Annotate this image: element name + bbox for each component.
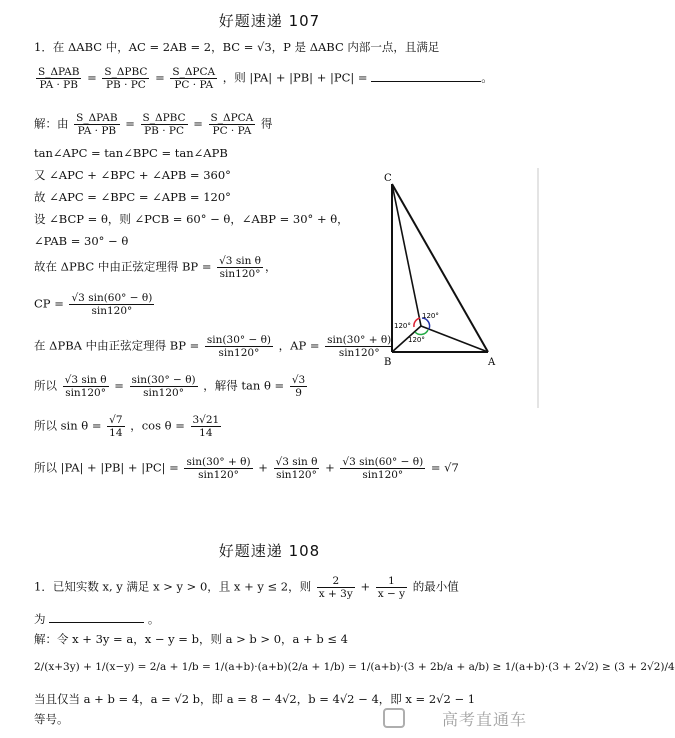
label-C: C	[384, 173, 392, 184]
label-A: A	[488, 357, 496, 368]
angle-label-2: 120°	[422, 312, 439, 320]
solution-step-8: 在 ΔPBA 中由正弦定理得 BP = $\frac{\sin(30^\circ - \theta)}{\sin 120^\circ}$ ，AP = $\frac{\sin(30^\circ + \theta)}{\sin 120^\circ}$	[34, 334, 392, 359]
problem-108-statement-line1: 1．已知实数 x, y 满足 x > y > 0，且 x + y ≤ 2，则 $\frac{2}{x + 3y}$ + $\frac{1}{x - y}$ 的最小值	[34, 575, 459, 600]
solution-step-5: ∠PAB = 30° − θ	[34, 234, 129, 248]
problem-108-solution-3: 当且仅当 a + b = 4，a = √2 b，即 a = 8 − 4√2，b = 4√2 − 4，即 x = 2√2 − 1	[34, 692, 476, 706]
answer-blank	[371, 69, 481, 82]
problem-107-condition: $\frac{\text{S\_ΔPAB}}{PA \cdot PB}$ = $\frac{\text{S\_ΔPBC}}{PB \cdot PC}$ = $\frac{\text{S\_ΔPCA}}{PC \cdot PA}$ ，则 |PA| + |PB| + |PC| = 。	[38, 66, 493, 91]
solution-step-3: 故 ∠APC = ∠BPC = ∠APB = 120°	[34, 190, 231, 204]
watermark-icon	[383, 708, 405, 728]
watermark-text: 高考直通车	[441, 710, 527, 729]
angle-label-1: 120°	[394, 322, 411, 330]
solution-step-7: CP = $\frac{√3 \sin(60^\circ - \theta)}{\sin 120^\circ}$	[34, 292, 153, 317]
problem-108-solution-1: 解：令 x + 3y = a，x − y = b，则 a > b > 0，a + b ≤ 4	[34, 632, 348, 646]
condition-fraction-2: $\frac{\text{S\_ΔPBC}}{PB \cdot PC}$	[104, 66, 148, 91]
problem-108-solution-4: 等号。	[34, 712, 69, 726]
problem-108-title: 好题速递 108	[218, 542, 321, 560]
solution-step-1: tan∠APC = tan∠BPC = tan∠APB	[34, 146, 228, 160]
segment-CP	[392, 184, 421, 326]
condition-fraction-3: $\frac{\text{S\_ΔPCA}}{PC \cdot PA}$	[172, 66, 216, 91]
solution-step-9: 所以 $\frac{\text{√3 sin θ}}{\sin 120^\circ}$ = $\frac{\sin(30^\circ - \theta)}{\sin 120^\circ}$ ，解得 tan θ = $\frac{√3}{9}$	[34, 374, 306, 399]
solution-step-11: 所以 |PA| + |PB| + |PC| = $\frac{\sin(30^\circ + \theta)}{\sin 120^\circ}$ + $\frac{\text{√3 sin θ}}{\sin 120^\circ}$ + $\frac{√3 \sin(60^\circ - \theta)}{\sin 120^\circ}$ = √7	[34, 456, 459, 481]
angle-label-3: 120°	[408, 336, 425, 344]
condition-fraction-1: $\frac{\text{S\_ΔPAB}}{PA \cdot PB}$	[38, 66, 80, 91]
triangle-figure	[378, 168, 538, 408]
statement-tail: ，则 |PA| + |PB| + |PC| =	[222, 70, 368, 85]
problem-108-statement-line2: 为 。	[34, 612, 160, 626]
solution-step-2: 又 ∠APC + ∠BPC + ∠APB = 360°	[34, 168, 231, 182]
problem-107-title: 好题速递 107	[218, 12, 321, 30]
problem-108-solution-2: 2/(x+3y) + 1/(x−y) = 2/a + 1/b = 1/(a+b)·(a+b)(2/a + 1/b) = 1/(a+b)·(3 + 2b/a + a/b) ≥ 1/(a+b)·(3 + 2√2) ≥ (3 + 2√2)/4	[34, 661, 675, 673]
answer-blank-108	[49, 610, 144, 623]
solution-step-6: 故在 ΔPBC 中由正弦定理得 BP = $\frac{\text{√3 sin θ}}{\sin 120^\circ}$ ，	[34, 255, 277, 280]
problem-107-statement-line1: 1．在 ΔABC 中，AC = 2AB = 2，BC = √3，P 是 ΔABC 内部一点，且满足	[34, 40, 440, 54]
label-B: B	[384, 357, 392, 368]
solution-intro: 解：由 $\frac{\text{S\_ΔPAB}}{PA \cdot PB}$ = $\frac{\text{S\_ΔPBC}}{PB \cdot PC}$ = $\frac{\text{S\_ΔPCA}}{PC \cdot PA}$ 得	[34, 112, 273, 137]
segment-AP	[421, 326, 488, 352]
solution-step-10: 所以 sin θ = $\frac{√7}{14}$ ，cos θ = $\frac{3√21}{14}$	[34, 414, 220, 439]
solution-step-4: 设 ∠BCP = θ，则 ∠PCB = 60° − θ，∠ABP = 30° + θ，	[34, 212, 349, 226]
